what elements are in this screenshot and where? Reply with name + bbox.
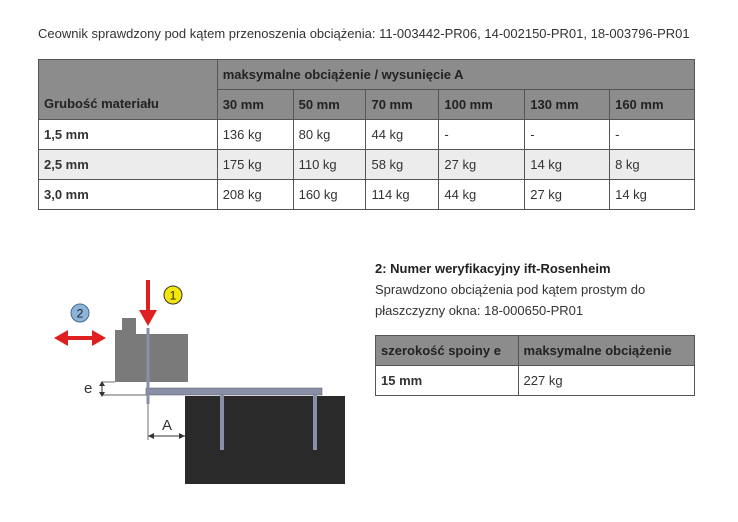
dim-e-arrow-bottom bbox=[99, 392, 105, 397]
channel-rail bbox=[146, 388, 322, 395]
table-cell: 8 kg bbox=[610, 150, 695, 180]
mounting-diagram bbox=[40, 268, 360, 488]
row-label: 3,0 mm bbox=[39, 180, 218, 210]
dim-a-arrow-left bbox=[148, 433, 154, 439]
col-header: 30 mm bbox=[217, 90, 293, 120]
table-cell: - bbox=[525, 120, 610, 150]
wall-block bbox=[185, 396, 345, 484]
table-row bbox=[39, 120, 695, 150]
dim-a-arrow-right bbox=[179, 433, 185, 439]
dim-a-label: A bbox=[162, 417, 173, 434]
verification-line-1: Sprawdzono obciążenia pod kątem prostym do bbox=[375, 282, 646, 297]
header-max-load: maksymalne obciążenie bbox=[518, 336, 694, 366]
col-header: 160 mm bbox=[610, 90, 695, 120]
table-cell: 208 kg bbox=[217, 180, 293, 210]
arrow-head-right bbox=[92, 330, 106, 346]
col-header: 50 mm bbox=[293, 90, 366, 120]
col-header: 70 mm bbox=[366, 90, 439, 120]
verification-info bbox=[375, 258, 695, 321]
header-material-thickness: Grubość materiału bbox=[39, 60, 218, 120]
table-cell: 175 kg bbox=[217, 150, 293, 180]
table-cell: - bbox=[439, 120, 525, 150]
table-cell: 58 kg bbox=[366, 150, 439, 180]
table-cell: 44 kg bbox=[366, 120, 439, 150]
marker-1-label: 1 bbox=[169, 288, 177, 303]
row-label: 15 mm bbox=[376, 366, 519, 396]
table-cell: 27 kg bbox=[439, 150, 525, 180]
header-max-load-extension: maksymalne obciążenie / wysunięcie A bbox=[217, 60, 694, 90]
page-title: Ceownik sprawdzony pod kątem przenoszenia obciążenia: 11-003442-PR06, 14-002150-PR01, 18-003796-PR01 bbox=[38, 26, 690, 41]
table-cell: 160 kg bbox=[293, 180, 366, 210]
load-arrow-vertical-head bbox=[139, 310, 157, 326]
dim-e-label: e bbox=[84, 380, 93, 397]
arrow-head-left bbox=[54, 330, 68, 346]
load-table-joint bbox=[375, 335, 695, 396]
load-table-thickness bbox=[38, 59, 695, 210]
table-cell: 114 kg bbox=[366, 180, 439, 210]
row-label: 1,5 mm bbox=[39, 120, 218, 150]
verification-heading: 2: Numer weryfikacyjny ift-Rosenheim bbox=[375, 261, 611, 276]
table-cell: 80 kg bbox=[293, 120, 366, 150]
col-header: 130 mm bbox=[525, 90, 610, 120]
table-cell: 14 kg bbox=[610, 180, 695, 210]
table-cell: 136 kg bbox=[217, 120, 293, 150]
table-row bbox=[376, 366, 695, 396]
table-cell: 110 kg bbox=[293, 150, 366, 180]
verification-line-2: płaszczyzny okna: 18-000650-PR01 bbox=[375, 303, 584, 318]
header-joint-width: szerokość spoiny e bbox=[376, 336, 519, 366]
table-row bbox=[39, 180, 695, 210]
row-label: 2,5 mm bbox=[39, 150, 218, 180]
col-header: 100 mm bbox=[439, 90, 525, 120]
marker-2-label: 2 bbox=[76, 306, 84, 321]
table-cell: 44 kg bbox=[439, 180, 525, 210]
table-cell: 27 kg bbox=[525, 180, 610, 210]
table-row bbox=[39, 150, 695, 180]
table-cell: 14 kg bbox=[525, 150, 610, 180]
window-frame bbox=[115, 318, 188, 382]
table-cell: 227 kg bbox=[518, 366, 694, 396]
table-cell: - bbox=[610, 120, 695, 150]
